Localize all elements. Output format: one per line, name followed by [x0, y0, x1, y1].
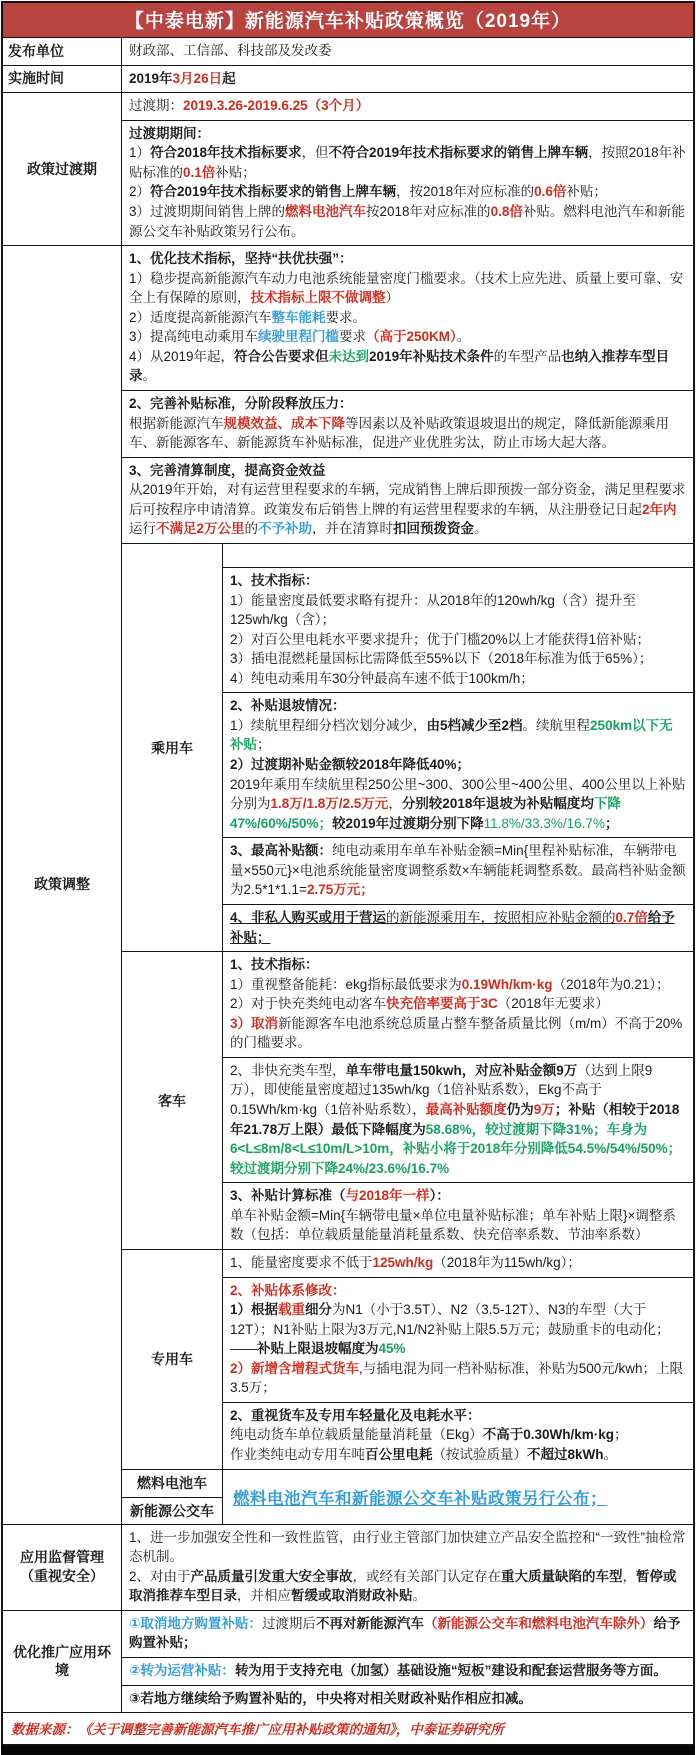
vehicle-type-table [122, 543, 693, 1524]
adjustment-subsidy-standard-cell: 2、完善补贴标准，分阶段释放压力： 根据新能源汽车规模效益、成本下降等因素以及补贴政策退坡退出的规定，降低新能源乘用车、新能源客车、新能源货车补贴标准，促进产业优胜劣汰，防止市场大起大落。 [122, 390, 693, 457]
special-vehicle-label: 专用车 [122, 1250, 223, 1469]
supervision-label: 应用监督管理 （重视安全） [3, 1525, 122, 1610]
row-publisher [3, 37, 693, 65]
publisher-label: 发布单位 [3, 38, 122, 65]
vehicle-row-fuel-cell-and-bus [122, 1469, 693, 1524]
adjustment-settlement-cell: 3、完善清算制度，提高资金效益 从2019年开始，对有运营里程要求的车辆，完成销售上牌后即预拨一部分资金，满足里程要求后可按程序申请清算。政策发布后销售上牌的有运营里程要求的车辆，从注册登记日起2年内运行不满足2万公里的不予补助，并在清算时扣回预拨资金。 [122, 457, 693, 543]
row-environment [3, 1610, 693, 1712]
passenger-empty-cell [223, 544, 693, 567]
row-effective-date [3, 65, 693, 93]
passenger-car-label: 乘用车 [122, 544, 223, 951]
environment-item2-cell: ②转为运营补贴：转为用于支持充电（加氢）基础设施“短板”建设和配套运营服务等方面。 [122, 1657, 693, 1685]
effective-date-value: 2019年3月26日起 [129, 70, 236, 86]
new-energy-bus-label: 新能源公交车 [122, 1497, 222, 1524]
vehicle-row-bus [122, 951, 693, 1249]
environment-item1-cell: ①取消地方购置补贴：过渡期后不再对新能源汽车（新能源公交车和燃料电池汽车除外）给予购置补贴； [129, 1615, 681, 1651]
fuel-cell-vehicle-label: 燃料电池车 [137, 1475, 207, 1492]
data-source-note: 数据来源：《关于调整完善新能源汽车推广应用补贴政策的通知》，中泰证券研究所 [3, 1712, 693, 1744]
passenger-decline-cell: 2、补贴退坡情况： 1）续航里程细分档次划分减少，由5档减少至2档。续航里程250km以下无补贴； 2）过渡期补贴金额较2018年降低40%； 2019年乘用车续航里程250公里~300、300公里~400公里、400公里以上补贴分别为1.8万/1.8万/2.5万元，分别较2018年退坡为补贴幅度均下降47%/60%/50%；较2019年过渡期分别下降11.8%/33.3%/16.7%； [223, 692, 693, 837]
transition-label: 政策过渡期 [3, 93, 122, 245]
bus-label: 客车 [122, 952, 223, 1249]
vehicle-row-special [122, 1249, 693, 1469]
bus-tech-cell: 1、技术指标： 1）重视整备能耗：ekg指标最低要求为0.19Wh/km·kg（2018年为0.21）； 2）对于快充类纯电动客车快充倍率要高于3C（2018年无要求） 3）取消新能源客车电池系统总质量占整车整备质量比例（m/m）不高于20%的门槛要求。 [230, 957, 683, 1051]
supervision-content-cell: 1、进一步加强安全性和一致性监管，由行业主管部门加快建立产品安全监控和“一致性”抽检常态机制。 2、对由于产品质量引发重大安全事故，或经有关部门认定存在重大质量缺陷的车型，暂停或取消推荐车型目录，并相应暂缓或取消财政补贴。 [129, 1529, 686, 1604]
row-transition-period [3, 92, 693, 245]
vehicle-row-passenger [122, 544, 693, 951]
adjustment-tech-indicator-cell: 1、优化技术指标，坚持“扶优扶强”： 1）稳步提高新能源汽车动力电池系统能量密度门槛要求。（技术上应先进、质量上要可靠、安全上有保障的原则，技术指标上限不做调整） 2）适度提高新能源汽车整车能耗要求。 3）提高纯电动乘用车续驶里程门槛要求（高于250KM）。 4）从2019年起，符合公告要求但未达到2019年补贴技术条件的车型产品也纳入推荐车型目录。 [129, 251, 684, 384]
bus-non-fast-charge-cell: 2、非快充类车型，单车带电量150kwh，对应补贴金额9万（达到上限9万），即使能量密度超过135wh/kg（1倍补贴系数），Ekg不高于0.15Wh/km·kg（1倍补贴系数），最高补贴额度仍为9万；补贴（相较于2018年21.78万上限）最低下降幅度为58.68%，较过渡期下降31%；车身为6<L≤8m/8<L≤10m/L>10m，补贴小将于2018年分别降低54.5%/54%/50%；较过渡期分别下降24%/23.6%/16.7% [223, 1057, 693, 1182]
table-frame [1, 1, 695, 1746]
environment-item3-cell: ③若地方继续给予购置补贴的，中央将对相关财政补贴作相应扣减。 [122, 1685, 693, 1713]
bus-calculation-cell: 3、补贴计算标准（与2018年一样）： 单车补贴金额=Min{车辆带电量×单位电量补贴标准；单车补贴上限}×调整系数（包括：单位载质量能量消耗量系数、快充倍率系数、节油率系数） [223, 1182, 693, 1249]
bottom-divider-bar [1, 1746, 695, 1755]
adjustment-label: 政策调整 [3, 246, 122, 1524]
special-density-cell: 1、能量密度要求不低于125wh/kg（2018年为115wh/kg）； [230, 1254, 581, 1270]
row-supervision [3, 1524, 693, 1610]
publisher-value: 财政部、工信部、科技部及发改委 [129, 43, 332, 58]
passenger-tech-cell: 1、技术指标： 1）能量密度最低要求略有提升：从2018年的120wh/kg（含）提升至125wh/kg（含）； 2）对百公里电耗水平要求提升；优于门槛20%以上才能获得1倍补贴； 3）插电混燃耗量国标比需降低至55%以下（2018年标准为低于65%）； 4）纯电动乘用车30分钟最高车速不低于100km/h； [223, 567, 693, 692]
effective-date-label: 实施时间 [3, 66, 122, 93]
passenger-non-private-cell: 4、非私人购买或用于营运的新能源乘用车，按照相应补贴金额的0.7倍给予补贴； [223, 904, 693, 951]
row-policy-adjustment [3, 245, 693, 1524]
transition-details-cell: 过渡期期间： 1）符合2018年技术指标要求，但不符合2019年技术指标要求的销售上牌车辆，按照2018年补贴标准的0.1倍补贴； 2）符合2019年技术指标要求的销售上牌车辆，按2018年对应标准的0.6倍补贴； 3）过渡期期间销售上牌的燃料电池汽车按2018年对应标准的0.8倍补贴。燃料电池汽车和新能源公交车补贴政策另行公布。 [122, 120, 693, 245]
special-system-change-cell: 2、补贴体系修改： 1）根据载重细分为N1（小于3.5T）、N2（3.5-12T）、N3的车型（大于12T）；N1补贴上限为3万元,N1/N2补贴上限5.5万元；鼓励重卡的电动化；——补贴上限退坡幅度为45% 2）新增含增程式货车,与插电混为同一档补贴标准，补贴为500元/kwh；上限3.5万； [223, 1277, 693, 1402]
fuel-policy-note: 燃料电池汽车和新能源公交车补贴政策另行公布； [233, 1489, 607, 1508]
passenger-max-subsidy-cell: 3、最高补贴额：纯电动乘用车单车补贴金额=Min{里程补贴标准，车辆带电量×550元}×电池系统能量密度调整系数×车辆能耗调整系数。最高档补贴金额为2.5*1*1.1=2.75万元； [223, 837, 693, 904]
special-lightweight-cell: 2、重视货车及专用车轻量化及电耗水平： 纯电动货车单位载质量能量消耗量（Ekg）不高于0.30Wh/km·kg； 作业类纯电动专用车吨百公里电耗（按试验质量）不超过8kWh。 [223, 1402, 693, 1469]
transition-period-cell: 过渡期：2019.3.26-2019.6.25（3个月） [129, 98, 370, 114]
page-title: 【中泰电新】新能源汽车补贴政策概览（2019年） [3, 3, 693, 37]
environment-label: 优化推广应用环境 [3, 1611, 122, 1712]
